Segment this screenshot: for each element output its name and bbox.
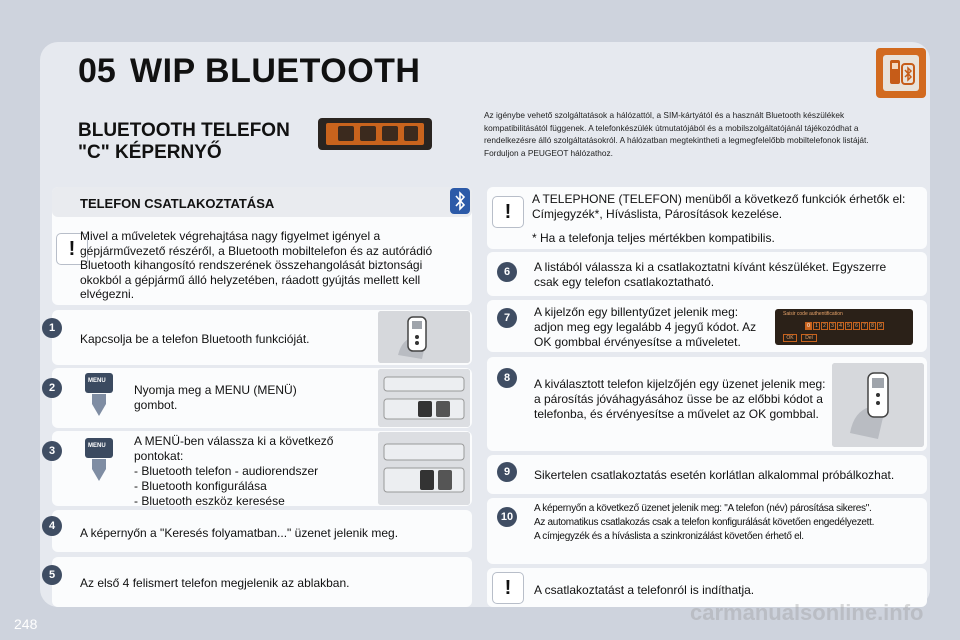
bluetooth-icon [450, 188, 470, 214]
step-6-badge: 6 [497, 262, 517, 282]
step-5-text: Az első 4 felismert telefon megjelenik az ablakban. [80, 576, 350, 590]
info-warning-icon: ! [492, 196, 524, 228]
step-9-badge: 9 [497, 462, 517, 482]
phone-in-hand-image [378, 311, 470, 363]
final-warning-text: A csatlakoztatást a telefonról is indíthatja. [534, 583, 755, 597]
step-4-text: A képernyőn a "Keresés folyamatban..." üzenet jelenik meg. [80, 526, 399, 540]
step-5-badge: 5 [42, 565, 62, 585]
page-number: 248 [14, 616, 38, 632]
keypad-ok-button: OK [783, 334, 797, 342]
step-3-item: - Bluetooth eszköz keresése [134, 494, 285, 508]
step-4-badge: 4 [42, 516, 62, 536]
step-6-text: A listából válassza ki a csatlakoztatni kívánt készüléket. Egyszerre csak egy telefon csatlakoztatható. [534, 260, 887, 289]
step-2-badge: 2 [42, 378, 62, 398]
step-3-badge: 3 [42, 441, 62, 461]
radio-display-image [318, 118, 432, 150]
step-3-intro: A MENÜ-ben válassza ki a következő pontokat: [134, 434, 334, 463]
keypad-digit: 4 [837, 322, 844, 330]
step-2-text: Nyomja meg a MENU (MENÜ) gombot. [134, 383, 297, 412]
step-7-text: A kijelzőn egy billentyűzet jelenik meg: adjon meg egy legalább 4 jegyű kódot. Az OK gombbal érvényesítse a műveletet. [534, 305, 757, 349]
menu-key-label: MENU [88, 378, 106, 384]
menu-key-label-2: MENU [88, 443, 106, 449]
step-1-badge: 1 [42, 318, 62, 338]
step-7-badge: 7 [497, 308, 517, 328]
step-10-line: A képernyőn a következő üzenet jelenik meg: "A telefon (név) párosítása sikeres". [534, 503, 872, 514]
keypad-digit: 6 [853, 322, 860, 330]
step-3-item: - Bluetooth telefon - audiorendszer [134, 464, 319, 478]
step-10-text [534, 502, 924, 544]
safety-warning-text: Mivel a műveletek végrehajtása nagy figyelmet igényel a gépjárművezető részéről, a Bluetooth mobiltelefon és az autórádió Bluetooth kihangosító rendszerének összehangolását biztonsági okokból a gépjármű álló helyzetében, ráadott gyújtás mellett kell elvégezni. [80, 229, 433, 301]
keypad-screen-title: Saisir code authentification [783, 311, 843, 317]
step-1-text: Kapcsolja be a telefon Bluetooth funkcióját. [80, 332, 310, 346]
keypad-del-button: Del [801, 334, 817, 342]
chapter-number: 05 [78, 52, 116, 90]
connection-header: TELEFON CSATLAKOZTATÁSA [80, 196, 275, 211]
bluetooth-phone-icon [876, 48, 926, 98]
page-title: WIP BLUETOOTH [130, 52, 421, 90]
keypad-digit: 3 [829, 322, 836, 330]
keypad-digit: 7 [861, 322, 868, 330]
step-8-text: A kiválasztott telefon kijelzőjén egy üzenet jelenik meg: a párosítás jóváhagyásához üsse be az előbbi kódot a telefonba, és érvényesítse a művelet az OK gombbal. [534, 377, 826, 421]
radio-nav-button-image [378, 432, 470, 505]
step-3-text [134, 434, 374, 509]
radio-menu-button-image [378, 369, 470, 427]
keypad-digit: 9 [877, 322, 884, 330]
keypad-digit: 1 [813, 322, 820, 330]
keypad-digit: 8 [869, 322, 876, 330]
keypad-digit: 0 [805, 322, 812, 330]
watermark: carmanualsonline.info [690, 600, 924, 625]
step-3-item: - Bluetooth konfigurálása [134, 479, 267, 493]
keypad-digits-row [805, 322, 884, 330]
step-10-line: A címjegyzék és a híváslista a szinkronizálást követően érhető el. [534, 531, 804, 542]
warning-icon: ! [56, 233, 88, 265]
phone-confirm-image [832, 363, 924, 447]
step-9-text: Sikertelen csatlakoztatás esetén korlátlan alkalommal próbálkozhat. [534, 468, 895, 482]
section-title-line1: BLUETOOTH TELEFON [78, 120, 290, 141]
keypad-screen-image [775, 309, 913, 345]
info-text: A TELEPHONE (TELEFON) menüből a következő funkciók érhetők el: Címjegyzék*, Híváslista, Párosítások kezelése. [532, 192, 906, 221]
keypad-digit: 5 [845, 322, 852, 330]
info-footnote: * Ha a telefonja teljes mértékben kompatibilis. [532, 231, 775, 245]
section-title [78, 120, 290, 164]
compatibility-note: Az igénybe vehető szolgáltatások a hálózattól, a SIM-kártyától és a használt Bluetooth készülékek kompatibilitásától függenek. A telefonkészülék útmutatójából és a mobilszolgáltatójánál tájékozódhat a rendelkezésre álló szolgáltatásokról. A hálózatban megtekintheti a legmegfelelőbb mobiltelefonok listáját. Forduljon a PEUGEOT hálózathoz. [484, 110, 869, 158]
step-10-badge: 10 [497, 507, 517, 527]
step-8-badge: 8 [497, 368, 517, 388]
step-10-line: Az automatikus csatlakozás csak a telefon konfigurálását követően engedélyezett. [534, 517, 875, 528]
final-warning-icon: ! [492, 572, 524, 604]
keypad-digit: 2 [821, 322, 828, 330]
section-title-line2: "C" KÉPERNYŐ [78, 142, 222, 163]
